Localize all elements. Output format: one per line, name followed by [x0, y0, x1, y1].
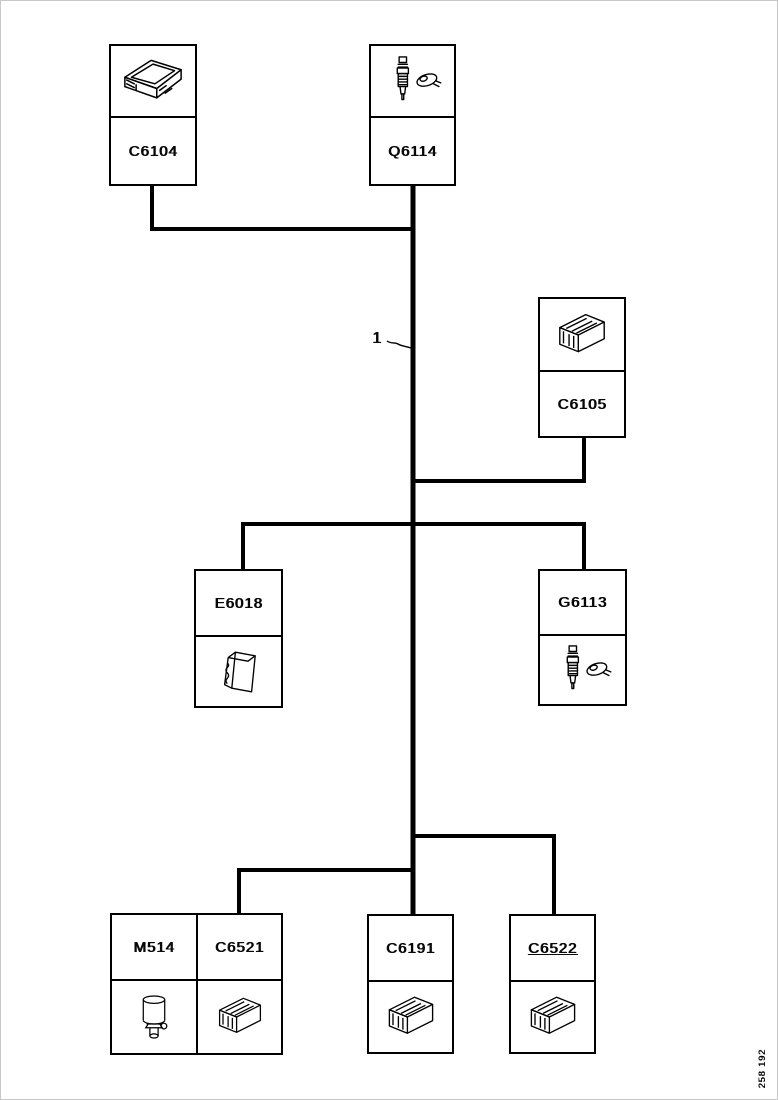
control-module-icon — [115, 51, 191, 111]
icon-cell — [511, 982, 594, 1052]
component-box-c6191 — [367, 914, 454, 1054]
icon-cell — [112, 981, 198, 1053]
component-label: Q6114 — [388, 142, 437, 160]
component-label: E6018 — [196, 571, 281, 637]
component-box-c6522 — [509, 914, 596, 1054]
connector-block-icon — [375, 988, 447, 1046]
component-label: C6191 — [369, 916, 452, 982]
glow-plug-icon — [546, 640, 620, 700]
icon-cell — [198, 981, 281, 1053]
icon-cell — [369, 982, 452, 1052]
icon-cell — [540, 636, 625, 704]
component-label: M514 — [112, 915, 198, 981]
component-box-c6104 — [109, 44, 197, 186]
pump-motor-icon — [121, 986, 187, 1048]
component-box-m514-c6521 — [110, 913, 283, 1055]
component-box-q6114 — [369, 44, 456, 186]
component-label: C6522 — [511, 916, 594, 982]
branch-c6522 — [413, 836, 554, 914]
component-box-c6105 — [538, 297, 626, 438]
connector-block-icon — [545, 305, 619, 365]
component-label: G6113 — [540, 571, 625, 636]
icon-cell — [371, 46, 454, 118]
branch-c6104 — [152, 186, 413, 229]
callout-1: 1 — [372, 330, 381, 347]
branch-c6521-m514 — [239, 870, 413, 913]
icon-cell — [196, 637, 281, 706]
icon-cell — [540, 299, 624, 372]
glow-plug-icon — [376, 51, 450, 111]
component-box-g6113 — [538, 569, 627, 706]
branch-c6105 — [413, 438, 584, 481]
component-label: C6104 — [128, 142, 178, 160]
component-box-e6018 — [194, 569, 283, 708]
component-label: C6105 — [557, 395, 607, 413]
icon-cell — [111, 46, 195, 118]
callout-leader-line — [387, 341, 411, 348]
connector-block-icon — [517, 988, 589, 1046]
document-number: 258 192 — [757, 1049, 767, 1089]
component-label: C6521 — [198, 915, 281, 981]
connector-block-icon — [206, 988, 274, 1046]
relay-block-icon — [203, 641, 275, 703]
